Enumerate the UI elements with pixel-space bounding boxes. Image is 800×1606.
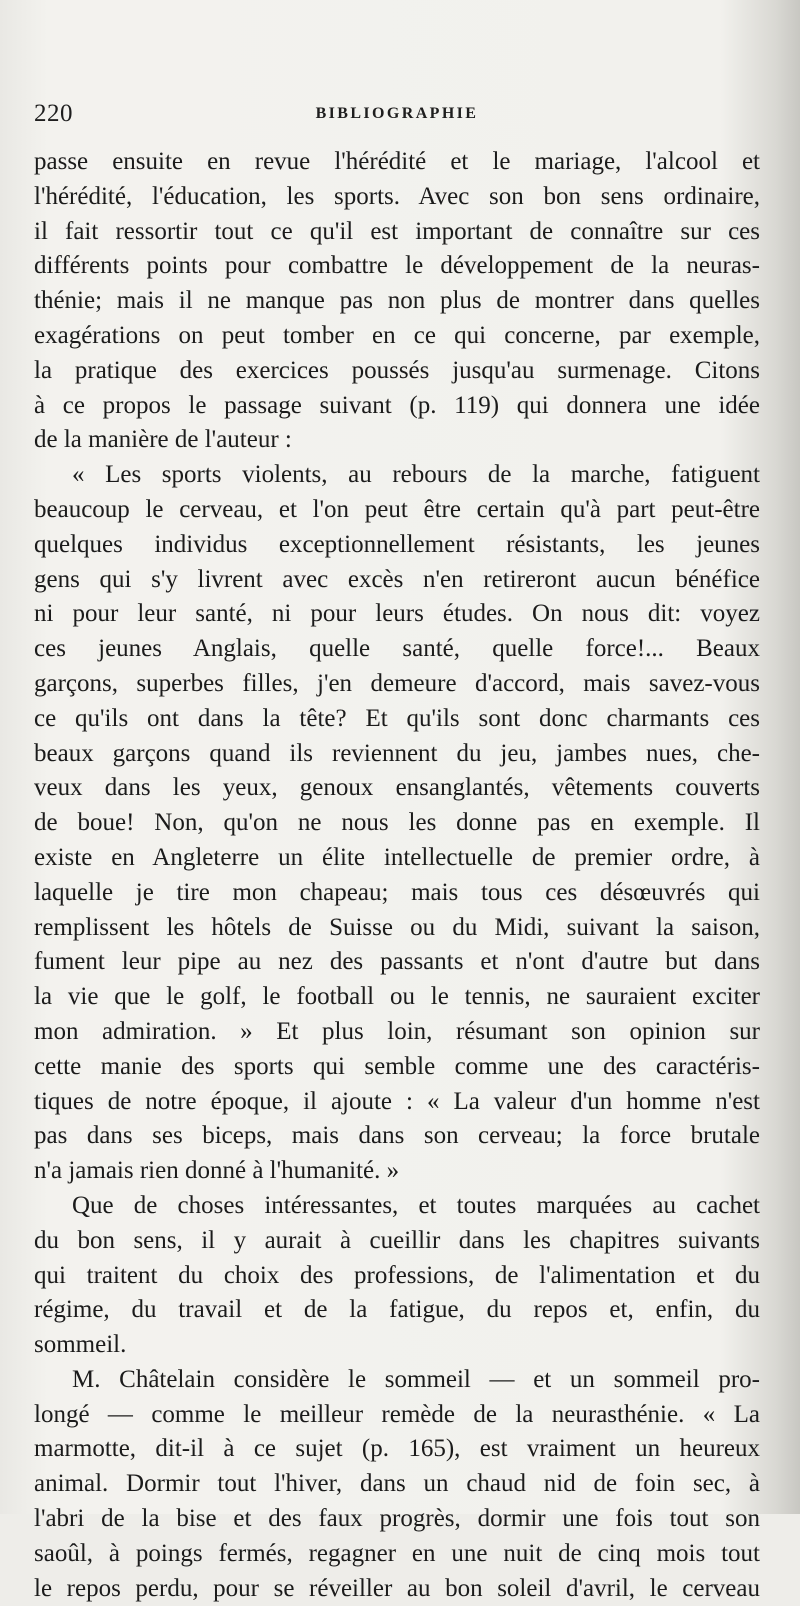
text-line: il fait ressortir tout ce qu'il est important de connaître sur ces [34,217,760,245]
text-line: le repos perdu, pour se réveiller au bon soleil d'avril, le cerveau [34,1574,760,1602]
text-line: l'hérédité, l'éducation, les sports. Avec son bon sens ordinaire, [34,182,760,210]
text-line: remplissent les hôtels de Suisse ou du Midi, suivant la saison, [34,913,760,941]
text-line: gens qui s'y livrent avec excès n'en retireront aucun bénéfice [34,565,760,593]
text-line: à ce propos le passage suivant (p. 119) qui donnera une idée [34,391,760,419]
text-line: marmotte, dit-il à ce sujet (p. 165), est vraiment un heureux [34,1435,760,1463]
text-line: beaucoup le cerveau, et l'on peut être certain qu'à part peut-être [34,495,760,523]
text-line: cette manie des sports qui semble comme une des caractéris- [34,1052,760,1080]
text-line: thénie; mais il ne manque pas non plus de montrer dans quelles [34,287,760,315]
text-line: animal. Dormir tout l'hiver, dans un chaud nid de foin sec, à [34,1470,760,1498]
text-line: passe ensuite en revue l'hérédité et le mariage, l'alcool et [34,148,760,175]
text-line: beaux garçons quand ils reviennent du jeu, jambes nues, che- [34,739,760,767]
text-line: fument leur pipe au nez des passants et n'ont d'autre but dans [34,948,760,976]
text-line: longé — comme le meilleur remède de la neurasthénie. « La [34,1400,760,1428]
page-number: 220 [34,100,73,127]
text-line: veux dans les yeux, genoux ensanglantés, vêtements couverts [34,774,760,802]
text-line: quelques individus exceptionnellement résistants, les jeunes [34,530,760,558]
text-line: du bon sens, il y aurait à cueillir dans les chapitres suivants [34,1226,760,1254]
text-line: exagérations on peut tomber en ce qui concerne, par exemple, [34,321,760,349]
text-line: différents points pour combattre le développement de la neuras- [34,252,760,280]
text-line: Que de choses intéressantes, et toutes marquées au cachet [72,1191,760,1219]
text-line: de boue! Non, qu'on ne nous les donne pas en exemple. Il [34,809,760,837]
text-line: sommeil. [34,1331,127,1359]
body-text [34,145,760,1606]
text-line: ce qu'ils ont dans la tête? Et qu'ils sont donc charmants ces [34,704,760,732]
text-line: tiques de notre époque, il ajoute : « La valeur d'un homme n'est [34,1087,760,1115]
text-line: laquelle je tire mon chapeau; mais tous ces désœuvrés qui [34,878,760,906]
text-line: la vie que le golf, le football ou le tennis, ne sauraient exciter [34,983,760,1011]
text-line: qui traitent du choix des professions, de l'alimentation et du [34,1261,760,1289]
text-line: « Les sports violents, au rebours de la marche, fatiguent [72,461,760,489]
text-line: l'abri de la bise et des faux progrès, dormir une fois tout son [34,1505,760,1533]
text-line: garçons, superbes filles, j'en demeure d'accord, mais savez-vous [34,669,760,697]
text-line: saoûl, à poings fermés, regagner en une nuit de cinq mois tout [34,1539,760,1567]
text-line: ni pour leur santé, ni pour leurs études. On nous dit: voyez [34,600,760,628]
text-line: ces jeunes Anglais, quelle santé, quelle force!... Beaux [34,635,760,663]
text-line: la pratique des exercices poussés jusqu'au surmenage. Citons [34,356,760,384]
text-line: M. Châtelain considère le sommeil — et un sommeil pro- [72,1365,760,1393]
running-head: BIBLIOGRAPHIE [315,105,479,122]
text-line: régime, du travail et de la fatigue, du repos et, enfin, du [34,1296,760,1324]
text-line: n'a jamais rien donné à l'humanité. » [34,1157,400,1185]
text-line: existe en Angleterre un élite intellectuelle de premier ordre, à [34,843,760,871]
text-line: mon admiration. » Et plus loin, résumant son opinion sur [34,1017,760,1045]
text-line: pas dans ses biceps, mais dans son cerveau; la force brutale [34,1122,760,1150]
page-header [34,100,760,134]
text-line: de la manière de l'auteur : [34,426,292,454]
